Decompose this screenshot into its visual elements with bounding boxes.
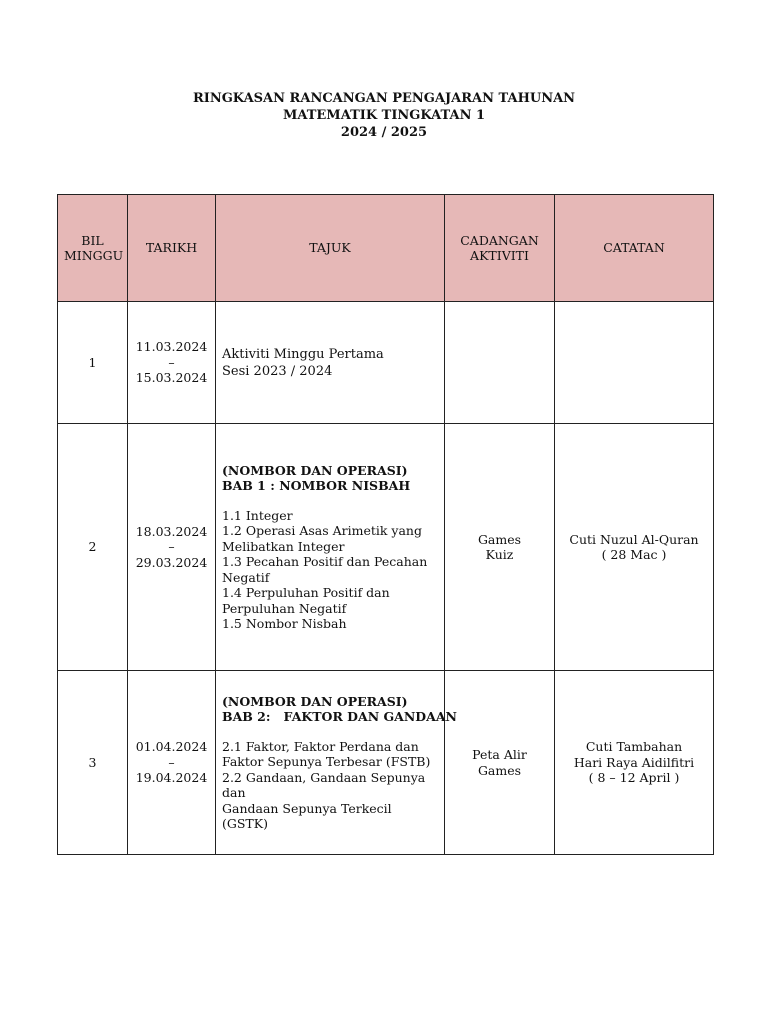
date-end: 29.03.2024 xyxy=(135,554,208,570)
cell-tarikh xyxy=(128,424,216,671)
subtopic-line: 1.3 Pecahan Positif dan Pecahan xyxy=(222,554,428,569)
date-start: 01.04.2024 xyxy=(135,739,208,755)
catatan-line: ( 8 – 12 April ) xyxy=(588,770,680,786)
header-cadangan-line2: AKTIVITI xyxy=(470,248,529,263)
catatan-line: Hari Raya Aidilfitri xyxy=(573,754,695,770)
catatan-line: ( 28 Mac ) xyxy=(601,547,667,562)
date-end: 15.03.2024 xyxy=(135,370,208,386)
subtopic-line: 1.4 Perpuluhan Positif dan xyxy=(222,585,390,600)
teaching-plan-table xyxy=(57,194,714,855)
cell-aktiviti xyxy=(445,302,555,424)
subtopic-line: Negatif xyxy=(222,569,270,585)
subtopic-line: 1.5 Nombor Nisbah xyxy=(222,616,347,631)
title-line-3: 2024 / 2025 xyxy=(340,125,428,140)
cell-bil: 1 xyxy=(58,302,128,424)
subtopic-line: 2.1 Faktor, Faktor Perdana dan xyxy=(222,738,419,754)
tajuk-line: Sesi 2023 / 2024 xyxy=(222,363,333,379)
header-bil-line2: MINGGU xyxy=(64,248,124,263)
header-cadangan-line1: CADANGAN xyxy=(460,232,539,248)
cell-catatan xyxy=(555,302,714,424)
cell-aktiviti xyxy=(445,671,555,855)
cell-tarikh xyxy=(128,302,216,424)
subtopic-line: 2.2 Gandaan, Gandaan Sepunya dan xyxy=(222,769,426,800)
subtopic-line: 1.1 Integer xyxy=(222,507,293,523)
cell-tarikh xyxy=(128,671,216,855)
subtopic-line: Melibatkan Integer xyxy=(222,538,345,554)
date-end: 19.04.2024 xyxy=(135,770,208,786)
catatan-line: Cuti Nuzul Al-Quran xyxy=(569,531,699,547)
title-line-1: RINGKASAN RANCANGAN PENGAJARAN TAHUNAN xyxy=(192,91,576,106)
cell-bil: 2 xyxy=(58,424,128,671)
cell-tajuk xyxy=(216,424,445,671)
title-line-2: MATEMATIK TINGKATAN 1 xyxy=(282,108,486,123)
cell-catatan xyxy=(555,671,714,855)
table-row xyxy=(58,302,714,424)
chapter-heading: BAB 2: FAKTOR DAN GANDAAN xyxy=(222,709,457,724)
header-bil-minggu xyxy=(58,195,128,302)
header-catatan: CATATAN xyxy=(555,195,714,302)
topic-heading: (NOMBOR DAN OPERASI) xyxy=(222,693,408,709)
cell-bil: 3 xyxy=(58,671,128,855)
subtopic-line: Faktor Sepunya Terbesar (FSTB) xyxy=(222,754,431,769)
date-separator: – xyxy=(168,354,175,370)
date-start: 11.03.2024 xyxy=(135,339,208,355)
cell-catatan xyxy=(555,424,714,671)
header-tarikh: TARIKH xyxy=(128,195,216,302)
aktiviti-line: Games xyxy=(477,762,522,778)
aktiviti-line: Kuiz xyxy=(485,547,514,562)
topic-heading: (NOMBOR DAN OPERASI) xyxy=(222,462,408,478)
subtopic-line: 1.2 Operasi Asas Arimetik yang xyxy=(222,523,422,538)
catatan-line: Cuti Tambahan xyxy=(585,739,683,755)
date-separator: – xyxy=(168,539,175,555)
subtopic-line: Perpuluhan Negatif xyxy=(222,600,347,616)
header-cadangan-aktiviti xyxy=(445,195,555,302)
table-row xyxy=(58,424,714,671)
aktiviti-line: Games xyxy=(477,531,522,547)
cell-tajuk xyxy=(216,671,457,855)
document-title xyxy=(0,90,768,141)
date-start: 18.03.2024 xyxy=(135,523,208,539)
header-bil-line1: BIL xyxy=(81,232,104,248)
cell-aktiviti xyxy=(445,424,555,671)
subtopic-line: Gandaan Sepunya Terkecil (GSTK) xyxy=(222,800,392,831)
aktiviti-line: Peta Alir xyxy=(472,747,527,762)
cell-tajuk xyxy=(216,302,445,424)
table-header-row xyxy=(58,195,714,302)
header-tajuk: TAJUK xyxy=(216,195,445,302)
date-separator: – xyxy=(168,754,175,770)
table-row xyxy=(58,671,714,855)
chapter-heading: BAB 1 : NOMBOR NISBAH xyxy=(222,478,411,493)
tajuk-line: Aktiviti Minggu Pertama xyxy=(222,346,384,362)
